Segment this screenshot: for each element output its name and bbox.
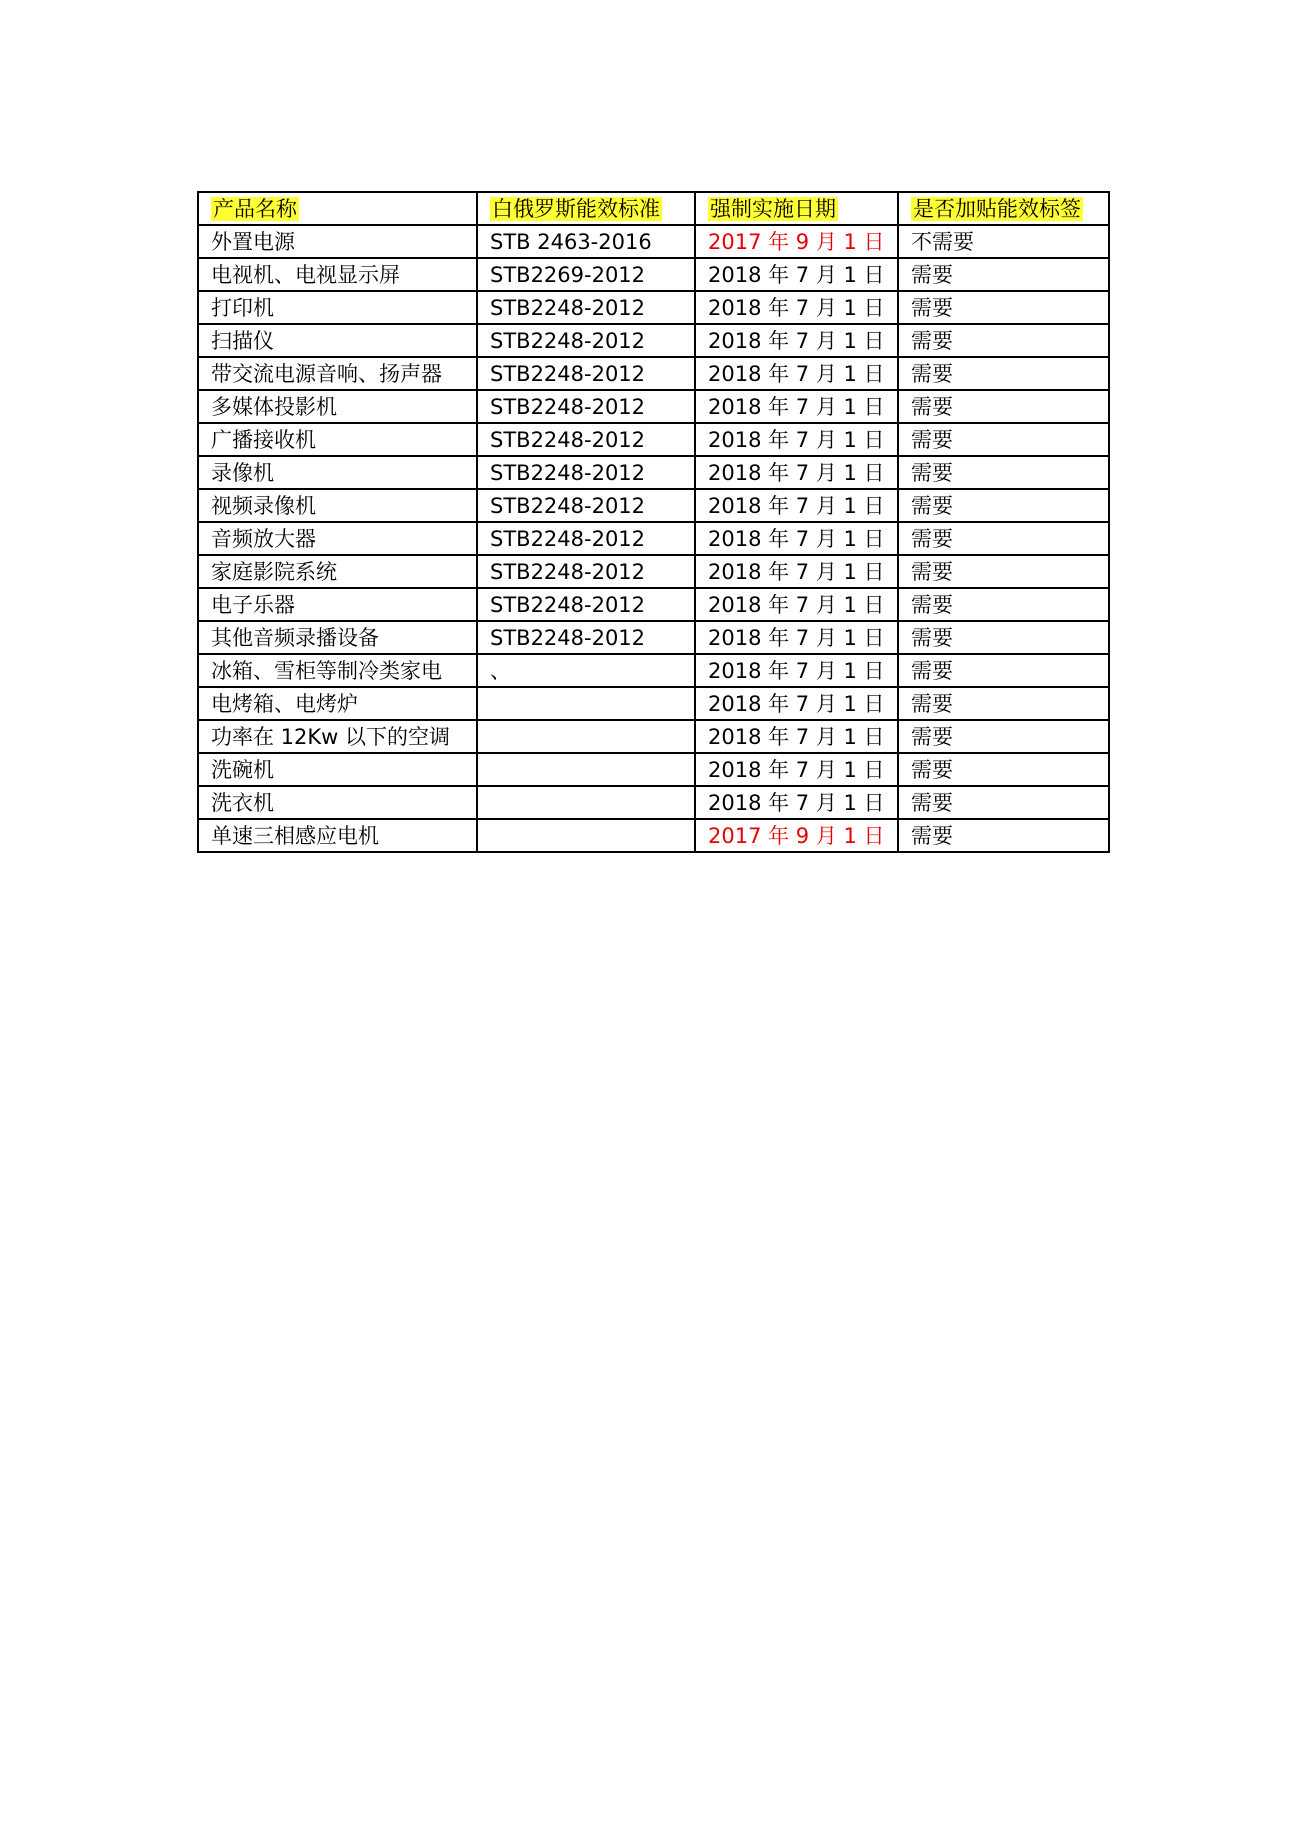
cell-standard: STB2248-2012 [477,555,695,588]
header-label-required-label: 是否加贴能效标签 [913,196,1081,221]
cell-product-name: 电子乐器 [198,588,477,621]
cell-standard: STB2269-2012 [477,258,695,291]
cell-label-required: 需要 [898,522,1109,555]
cell-effective-date: 2017 年 9 月 1 日 [695,819,898,852]
cell-effective-date: 2018 年 7 月 1 日 [695,555,898,588]
cell-effective-date: 2018 年 7 月 1 日 [695,621,898,654]
table-row [198,588,1109,621]
table-row [198,654,1109,687]
cell-effective-date: 2018 年 7 月 1 日 [695,786,898,819]
header-standard [477,192,695,225]
cell-standard: STB2248-2012 [477,324,695,357]
table-row [198,456,1109,489]
cell-effective-date: 2018 年 7 月 1 日 [695,291,898,324]
cell-label-required: 需要 [898,324,1109,357]
cell-standard [477,786,695,819]
cell-effective-date: 2018 年 7 月 1 日 [695,357,898,390]
header-effective-date-label: 强制实施日期 [710,196,836,221]
cell-product-name: 带交流电源音响、扬声器 [198,357,477,390]
cell-effective-date: 2018 年 7 月 1 日 [695,423,898,456]
cell-product-name: 录像机 [198,456,477,489]
cell-standard [477,720,695,753]
cell-label-required: 需要 [898,423,1109,456]
cell-label-required: 需要 [898,720,1109,753]
cell-product-name: 打印机 [198,291,477,324]
cell-standard [477,819,695,852]
cell-product-name: 冰箱、雪柜等制冷类家电 [198,654,477,687]
energy-label-table [197,191,1110,853]
header-product-name [198,192,477,225]
table-row [198,753,1109,786]
cell-effective-date: 2018 年 7 月 1 日 [695,390,898,423]
table-row [198,291,1109,324]
cell-product-name: 家庭影院系统 [198,555,477,588]
table-row [198,621,1109,654]
cell-product-name: 多媒体投影机 [198,390,477,423]
cell-label-required: 需要 [898,390,1109,423]
cell-standard: STB2248-2012 [477,390,695,423]
cell-label-required: 需要 [898,555,1109,588]
cell-label-required: 需要 [898,291,1109,324]
cell-effective-date: 2018 年 7 月 1 日 [695,489,898,522]
cell-standard: STB2248-2012 [477,621,695,654]
table-row [198,225,1109,258]
table-row [198,687,1109,720]
table-row [198,720,1109,753]
cell-standard: STB2248-2012 [477,522,695,555]
cell-standard: STB2248-2012 [477,423,695,456]
cell-standard: STB2248-2012 [477,357,695,390]
cell-label-required: 需要 [898,588,1109,621]
cell-label-required: 需要 [898,456,1109,489]
cell-effective-date: 2018 年 7 月 1 日 [695,687,898,720]
cell-label-required: 需要 [898,258,1109,291]
cell-label-required: 需要 [898,621,1109,654]
table-body [198,225,1109,852]
cell-effective-date: 2018 年 7 月 1 日 [695,258,898,291]
cell-product-name: 音频放大器 [198,522,477,555]
cell-effective-date: 2018 年 7 月 1 日 [695,753,898,786]
cell-standard: STB2248-2012 [477,588,695,621]
cell-product-name: 洗衣机 [198,786,477,819]
table-header [198,192,1109,225]
header-label-required [898,192,1109,225]
cell-product-name: 电烤箱、电烤炉 [198,687,477,720]
table-row [198,390,1109,423]
table-row [198,555,1109,588]
table-row [198,423,1109,456]
table-row [198,522,1109,555]
table-row [198,786,1109,819]
cell-label-required: 需要 [898,753,1109,786]
cell-label-required: 不需要 [898,225,1109,258]
table-row [198,324,1109,357]
cell-product-name: 电视机、电视显示屏 [198,258,477,291]
cell-effective-date: 2018 年 7 月 1 日 [695,324,898,357]
cell-product-name: 单速三相感应电机 [198,819,477,852]
cell-product-name: 功率在 12Kw 以下的空调 [198,720,477,753]
cell-label-required: 需要 [898,786,1109,819]
cell-effective-date: 2018 年 7 月 1 日 [695,522,898,555]
table-row [198,258,1109,291]
cell-label-required: 需要 [898,819,1109,852]
cell-label-required: 需要 [898,654,1109,687]
cell-effective-date: 2018 年 7 月 1 日 [695,456,898,489]
cell-standard: STB2248-2012 [477,291,695,324]
cell-product-name: 视频录像机 [198,489,477,522]
cell-effective-date: 2018 年 7 月 1 日 [695,654,898,687]
cell-effective-date: 2017 年 9 月 1 日 [695,225,898,258]
cell-product-name: 扫描仪 [198,324,477,357]
header-product-name-label: 产品名称 [213,196,297,221]
cell-product-name: 广播接收机 [198,423,477,456]
cell-standard: STB2248-2012 [477,456,695,489]
cell-product-name: 其他音频录播设备 [198,621,477,654]
header-row [198,192,1109,225]
header-effective-date [695,192,898,225]
table-row [198,489,1109,522]
cell-effective-date: 2018 年 7 月 1 日 [695,588,898,621]
cell-standard: STB 2463-2016 [477,225,695,258]
cell-standard [477,753,695,786]
cell-product-name: 洗碗机 [198,753,477,786]
cell-label-required: 需要 [898,489,1109,522]
header-standard-label: 白俄罗斯能效标准 [492,196,660,221]
table-row [198,819,1109,852]
table-row [198,357,1109,390]
cell-label-required: 需要 [898,687,1109,720]
cell-label-required: 需要 [898,357,1109,390]
cell-product-name: 外置电源 [198,225,477,258]
cell-effective-date: 2018 年 7 月 1 日 [695,720,898,753]
cell-standard: 、 [477,654,695,687]
cell-standard: STB2248-2012 [477,489,695,522]
cell-standard [477,687,695,720]
